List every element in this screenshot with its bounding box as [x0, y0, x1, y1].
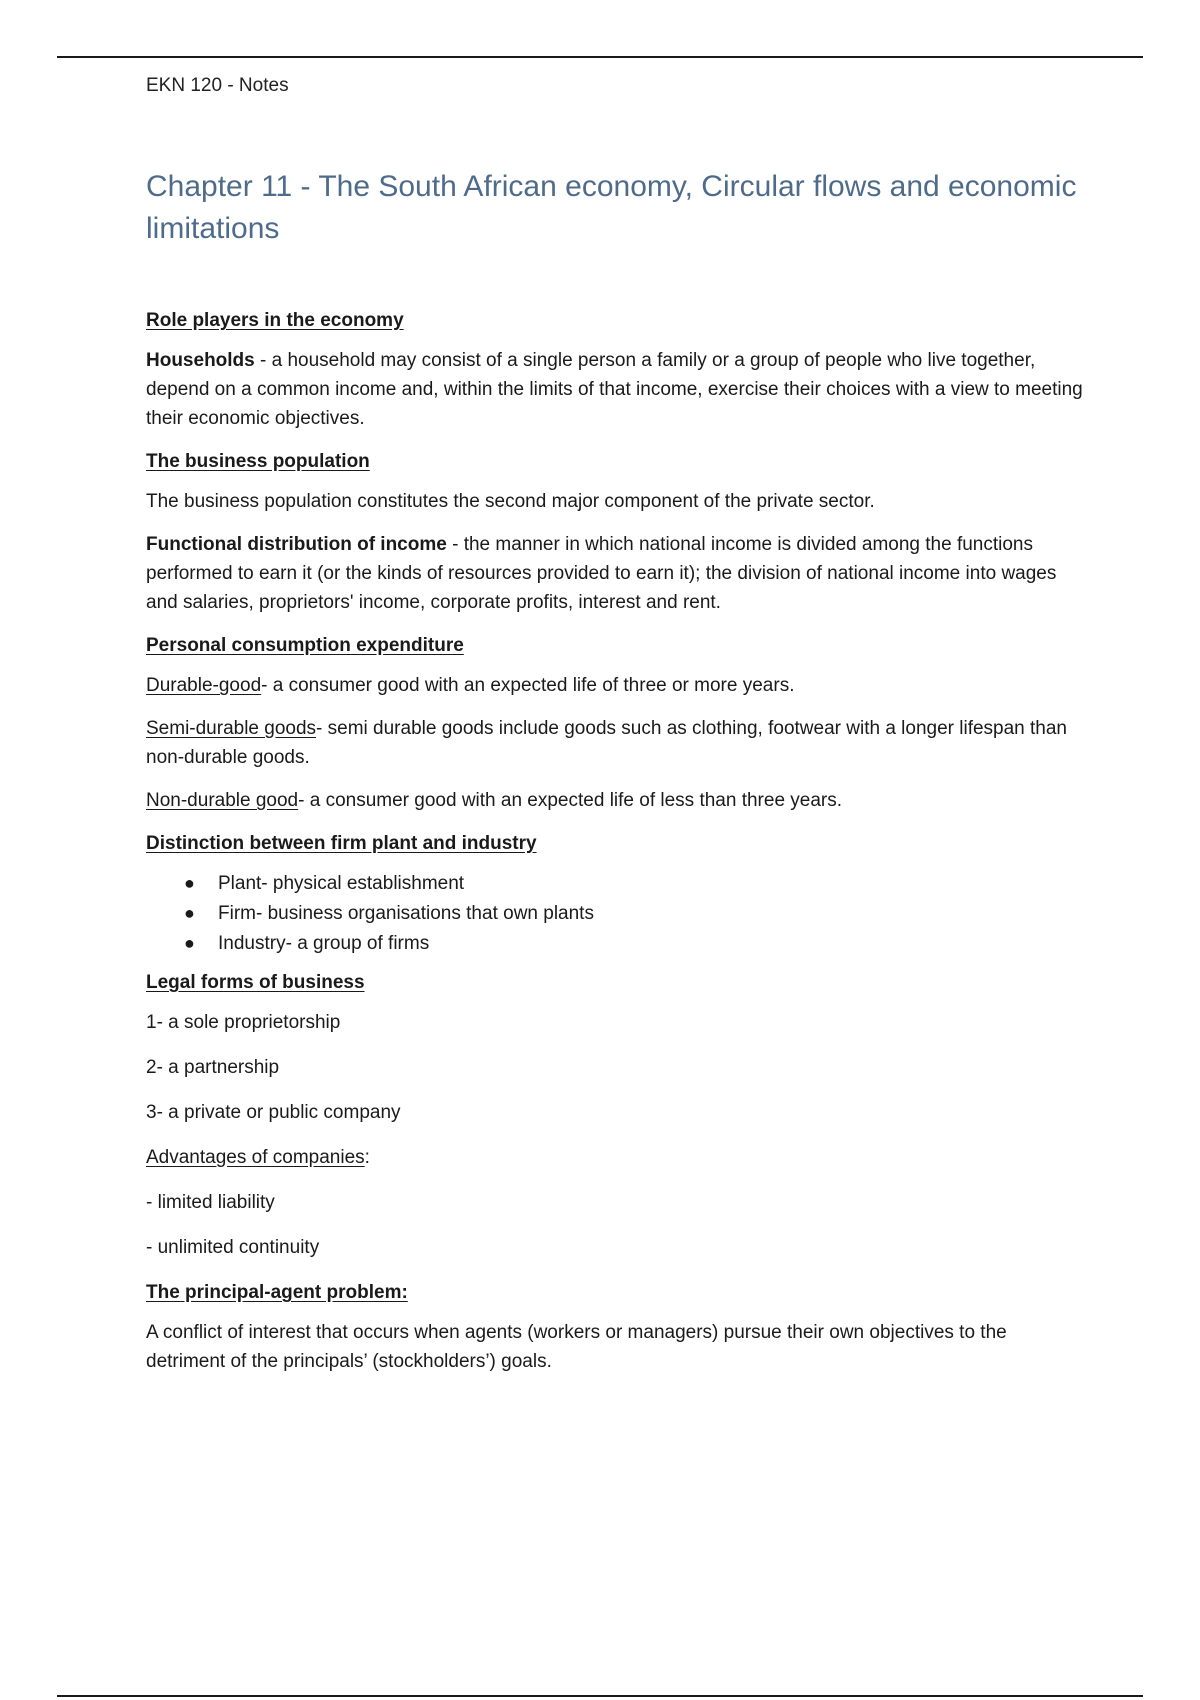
- principal-agent-text: A conflict of interest that occurs when agents (workers or managers) pursue their own objectives to the detriment of the principals’ (stockholders’) goals.: [146, 1322, 1007, 1372]
- heading-role-players: Role players in the economy: [146, 310, 404, 331]
- households-text: - a household may consist of a single person a family or a group of people who live together, depend on a common income and, within the limits of that income, exercise their choices with a view to meeting their economic objectives.: [146, 350, 1083, 429]
- list-item: ● Industry- a group of firms: [146, 929, 1091, 958]
- heading-principal-agent: The principal-agent problem:: [146, 1282, 408, 1303]
- semi-durable-text: - semi durable goods include goods such as clothing, footwear with a longer lifespan than non-durable goods.: [146, 718, 1068, 768]
- non-durable-text: - a consumer good with an expected life of less than three years.: [298, 790, 843, 811]
- bullet-icon: ●: [184, 873, 195, 893]
- chapter-title: Chapter 11 - The South African economy, Circular flows and economic limitations: [146, 170, 1077, 245]
- list-item: ● Firm- business organisations that own plants: [146, 899, 1091, 928]
- bullet-icon: ●: [184, 933, 195, 953]
- advantage-item: - unlimited continuity: [146, 1237, 320, 1258]
- document-body: [146, 166, 1091, 1390]
- top-rule: [57, 56, 1143, 58]
- bottom-rule: [57, 1695, 1143, 1697]
- semi-durable-term: Semi-durable goods: [146, 718, 317, 739]
- legal-form-item: 3- a private or public company: [146, 1102, 401, 1123]
- business-population-text: The business population constitutes the second major component of the private sector.: [146, 491, 875, 512]
- advantages-heading-text: Advantages of companies: [146, 1147, 365, 1168]
- bullet-icon: ●: [184, 903, 195, 923]
- advantage-item: - limited liability: [146, 1192, 275, 1213]
- semi-durable-definition: [146, 714, 1091, 772]
- households-term: Households: [146, 350, 255, 371]
- advantages-heading: Advantages of companies:: [146, 1147, 370, 1168]
- durable-good-term: Durable-good: [146, 675, 262, 696]
- distinction-list: [146, 869, 1091, 958]
- legal-form-item: 1- a sole proprietorship: [146, 1012, 341, 1033]
- legal-form-item: 2- a partnership: [146, 1057, 280, 1078]
- non-durable-definition: [146, 786, 1091, 815]
- non-durable-term: Non-durable good: [146, 790, 299, 811]
- functional-distribution-term: Functional distribution of income: [146, 534, 447, 555]
- page-header: EKN 120 - Notes: [146, 75, 289, 96]
- functional-distribution-text: - the manner in which national income is divided among the functions performed to earn it (or the kinds of resources provided to earn it); the division of national income into wages and salaries, proprietors' income, corporate profits, interest and rent.: [146, 534, 1057, 613]
- durable-good-definition: [146, 671, 1091, 700]
- households-definition: [146, 346, 1091, 433]
- functional-distribution-definition: [146, 530, 1091, 617]
- heading-distinction: Distinction between firm plant and industry: [146, 833, 537, 854]
- durable-good-text: - a consumer good with an expected life of three or more years.: [261, 675, 795, 696]
- heading-business-population: The business population: [146, 451, 370, 472]
- heading-personal-consumption: Personal consumption expenditure: [146, 635, 464, 656]
- list-item: ● Plant- physical establishment: [146, 869, 1091, 898]
- heading-legal-forms: Legal forms of business: [146, 972, 365, 993]
